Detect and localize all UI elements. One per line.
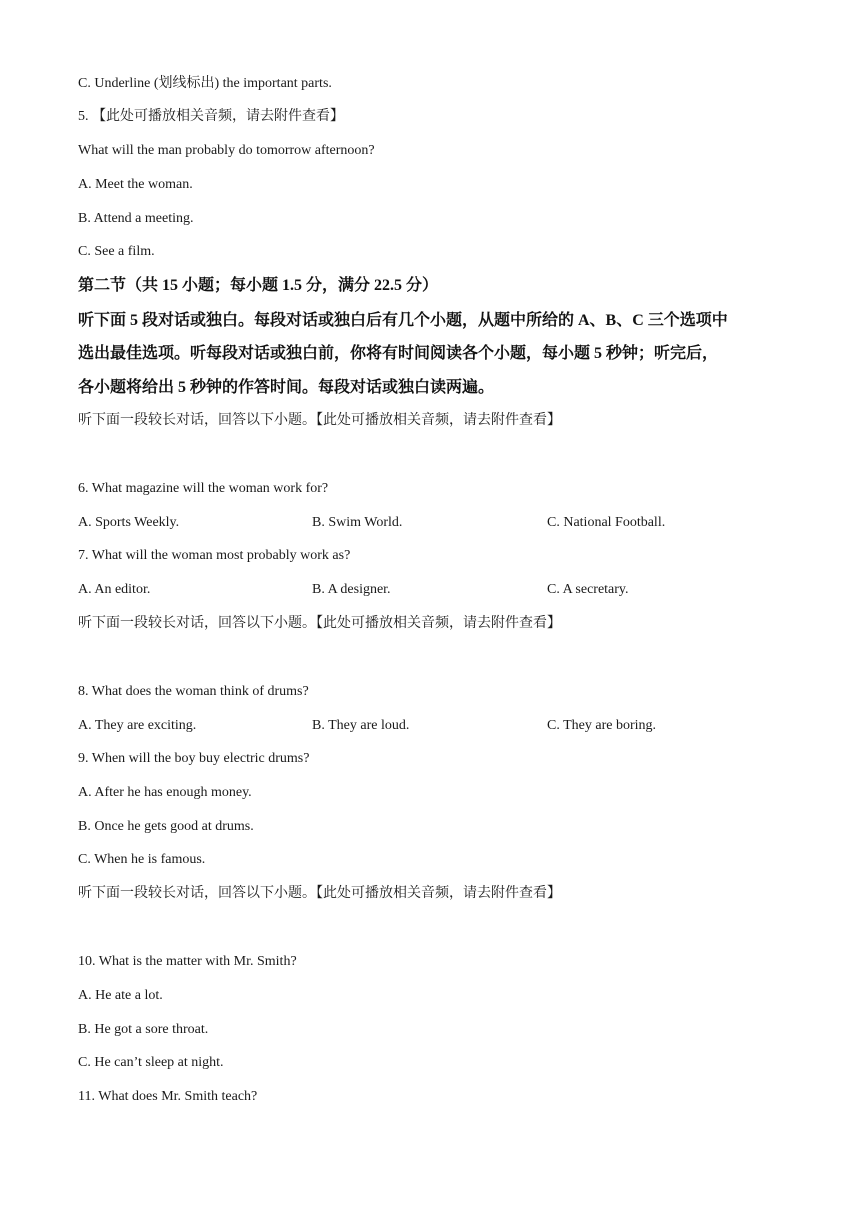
q8-options [78, 717, 778, 735]
instructions-line-3: 各小题将给出 5 秒钟的作答时间。每段对话或独白读两遍。 [78, 379, 495, 396]
q6-option-c: C. National Football. [547, 515, 666, 530]
q7-option-b: B. A designer. [312, 582, 391, 597]
q4-option-c: C. Underline (划线标出) the important parts. [78, 76, 332, 91]
q5-option-a: A. Meet the woman. [78, 177, 193, 192]
q6-question: 6. What magazine will the woman work for? [78, 481, 329, 496]
q8-option-c: C. They are boring. [547, 718, 656, 733]
q8-option-a: A. They are exciting. [78, 718, 197, 733]
q10-option-a: A. He ate a lot. [78, 988, 163, 1003]
q9-option-a: A. After he has enough money. [78, 785, 252, 800]
q5-option-b: B. Attend a meeting. [78, 211, 194, 226]
q6-options [78, 514, 778, 532]
q10-option-c: C. He can’t sleep at night. [78, 1055, 224, 1070]
audio-note-3: 听下面一段较长对话，回答以下小题。【此处可播放相关音频，请去附件查看】 [78, 886, 561, 901]
q10-question: 10. What is the matter with Mr. Smith? [78, 954, 297, 969]
audio-note-2: 听下面一段较长对话，回答以下小题。【此处可播放相关音频，请去附件查看】 [78, 616, 561, 631]
q5-number-audio-note: 5. 【此处可播放相关音频，请去附件查看】 [78, 109, 344, 124]
q5-question: What will the man probably do tomorrow afternoon? [78, 143, 375, 158]
q7-option-a: A. An editor. [78, 582, 151, 597]
q10-option-b: B. He got a sore throat. [78, 1022, 209, 1037]
audio-note-1: 听下面一段较长对话，回答以下小题。【此处可播放相关音频，请去附件查看】 [78, 413, 561, 428]
instructions-line-1: 听下面 5 段对话或独白。每段对话或独白后有几个小题，从题中所给的 A、B、C 三个选项中 [78, 312, 728, 329]
q5-option-c: C. See a film. [78, 244, 155, 259]
q9-option-b: B. Once he gets good at drums. [78, 819, 254, 834]
q9-option-c: C. When he is famous. [78, 852, 206, 867]
instructions-line-2: 选出最佳选项。听每段对话或独白前，你将有时间阅读各个小题，每小题 5 秒钟；听完后， [78, 345, 719, 362]
q6-option-b: B. Swim World. [312, 515, 403, 530]
q8-question: 8. What does the woman think of drums? [78, 684, 309, 699]
section-title: 第二节（共 15 小题；每小题 1.5 分，满分 22.5 分） [78, 277, 439, 294]
q7-options [78, 581, 778, 599]
q6-option-a: A. Sports Weekly. [78, 515, 180, 530]
q9-question: 9. When will the boy buy electric drums? [78, 751, 310, 766]
q8-option-b: B. They are loud. [312, 718, 410, 733]
q7-option-c: C. A secretary. [547, 582, 629, 597]
q7-question: 7. What will the woman most probably work as? [78, 548, 351, 563]
q11-question: 11. What does Mr. Smith teach? [78, 1089, 258, 1104]
